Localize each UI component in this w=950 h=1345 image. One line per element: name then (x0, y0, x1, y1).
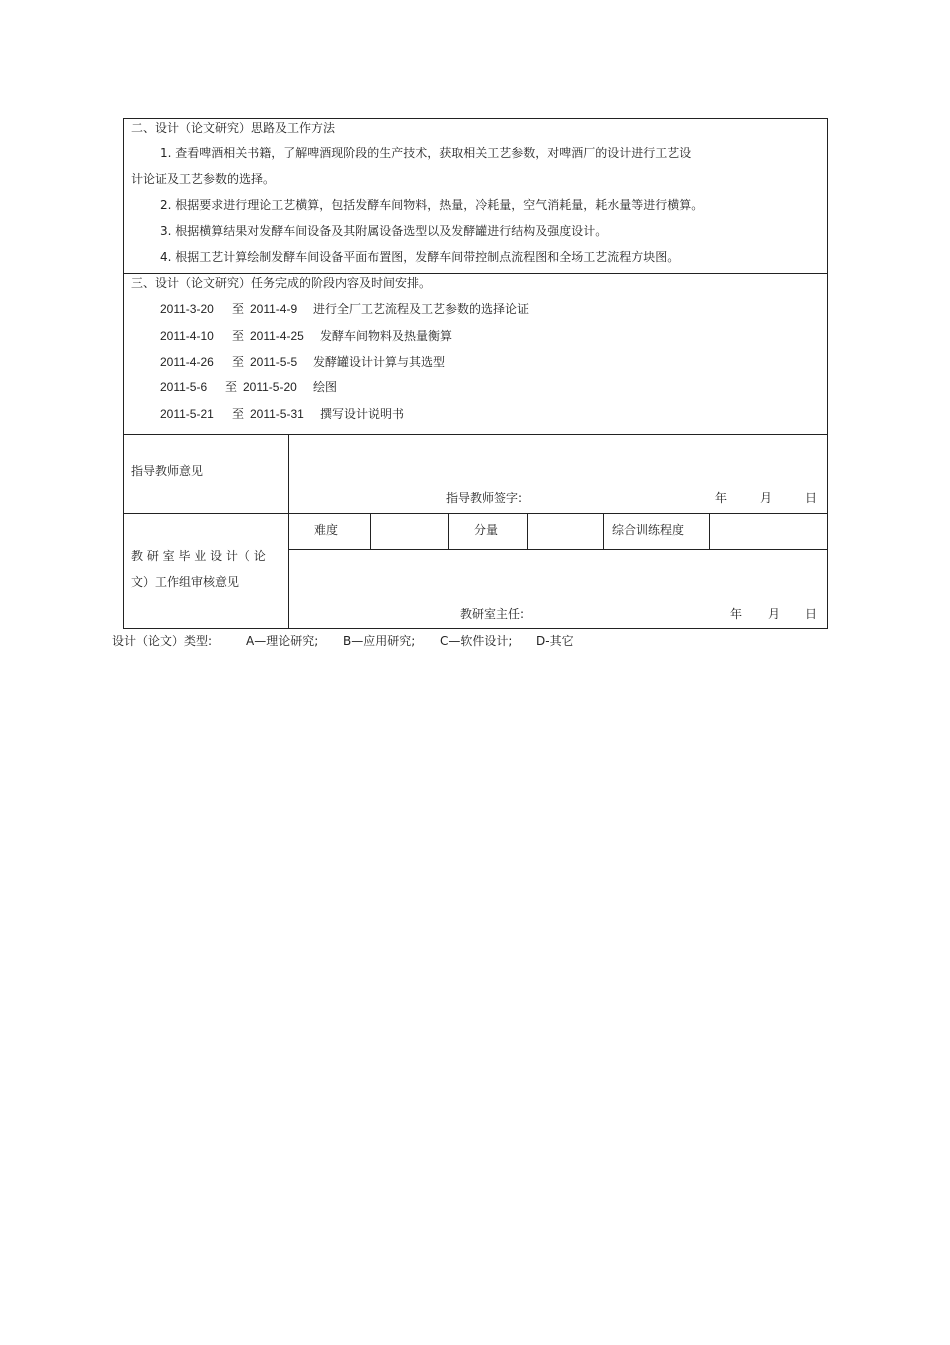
section-2-heading: 二、设计（论文研究）思路及工作方法 (131, 121, 336, 135)
type-a: A—理论研究; (246, 634, 319, 648)
schedule-start: 2011-5-21 (160, 407, 214, 421)
training-label: 综合训练程度 (612, 523, 685, 537)
review-label-line-2: 文）工作组审核意见 (131, 575, 240, 589)
schedule-to: 至 (232, 407, 245, 421)
section-2-item-3: 3. 根据横算结果对发酵车间设备及其附属设备选型以及发酵罐进行结构及强度设计。 (160, 224, 608, 238)
advisor-year: 年 (715, 491, 728, 505)
type-b: B—应用研究; (343, 634, 416, 648)
director-label: 教研室主任: (460, 607, 525, 621)
rating-col-divider-3 (527, 513, 528, 550)
section-divider-advisor-review (123, 513, 828, 514)
review-year: 年 (730, 607, 743, 621)
table-right-border (827, 118, 828, 629)
schedule-task: 发酵罐设计计算与其选型 (313, 355, 446, 369)
schedule-start: 2011-3-20 (160, 302, 214, 316)
rating-col-divider-1 (370, 513, 371, 550)
advisor-signature-label: 指导教师签字: (446, 491, 523, 505)
table-top-border (123, 118, 828, 119)
section-divider-2-3 (123, 273, 828, 274)
types-label: 设计（论文）类型: (112, 634, 213, 648)
schedule-end: 2011-4-9 (250, 302, 298, 316)
section-3-heading: 三、设计（论文研究）任务完成的阶段内容及时间安排。 (131, 276, 432, 290)
review-month: 月 (768, 607, 781, 621)
schedule-start: 2011-4-26 (160, 355, 214, 369)
advisor-month: 月 (760, 491, 773, 505)
schedule-start: 2011-4-10 (160, 329, 214, 343)
section-2-item-4: 4. 根据工艺计算绘制发酵车间设备平面布置图，发酵车间带控制点流程图和全场工艺流程方块图。 (160, 250, 680, 264)
type-c: C—软件设计; (440, 634, 513, 648)
advisor-opinion-area[interactable] (289, 435, 827, 485)
schedule-task: 发酵车间物料及热量衡算 (320, 329, 453, 343)
advisor-label: 指导教师意见 (131, 464, 204, 478)
schedule-end: 2011-5-20 (243, 380, 297, 394)
schedule-end: 2011-4-25 (250, 329, 304, 343)
table-bottom-border (123, 628, 828, 629)
review-label-line-1: 教 研 室 毕 业 设 计（ 论 (131, 549, 266, 563)
schedule-start: 2011-5-6 (160, 380, 208, 394)
difficulty-label: 难度 (314, 523, 339, 537)
rating-col-divider-5 (709, 513, 710, 550)
table-left-border (123, 118, 124, 629)
schedule-to: 至 (232, 355, 245, 369)
schedule-to: 至 (232, 302, 245, 316)
type-d: D-其它 (536, 634, 574, 648)
review-day: 日 (805, 607, 818, 621)
rating-col-divider-2 (448, 513, 449, 550)
schedule-end: 2011-5-5 (250, 355, 298, 369)
schedule-to: 至 (225, 380, 238, 394)
review-opinion-area[interactable] (289, 550, 827, 600)
schedule-end: 2011-5-31 (250, 407, 304, 421)
schedule-task: 撰写设计说明书 (320, 407, 405, 421)
workload-label: 分量 (474, 523, 499, 537)
section-2-item-1-line-1: 1. 查看啤酒相关书籍，了解啤酒现阶段的生产技术，获取相关工艺参数，对啤酒厂的设计进行工艺设 (160, 146, 692, 160)
advisor-day: 日 (805, 491, 818, 505)
schedule-to: 至 (232, 329, 245, 343)
rating-col-divider-4 (603, 513, 604, 550)
schedule-task: 进行全厂工艺流程及工艺参数的选择论证 (313, 302, 530, 316)
section-2-item-2: 2. 根据要求进行理论工艺横算，包括发酵车间物料，热量，冷耗量，空气消耗量，耗水量等进行横算。 (160, 198, 704, 212)
section-2-item-1-line-2: 计论证及工艺参数的选择。 (131, 172, 276, 186)
schedule-task: 绘图 (313, 380, 338, 394)
